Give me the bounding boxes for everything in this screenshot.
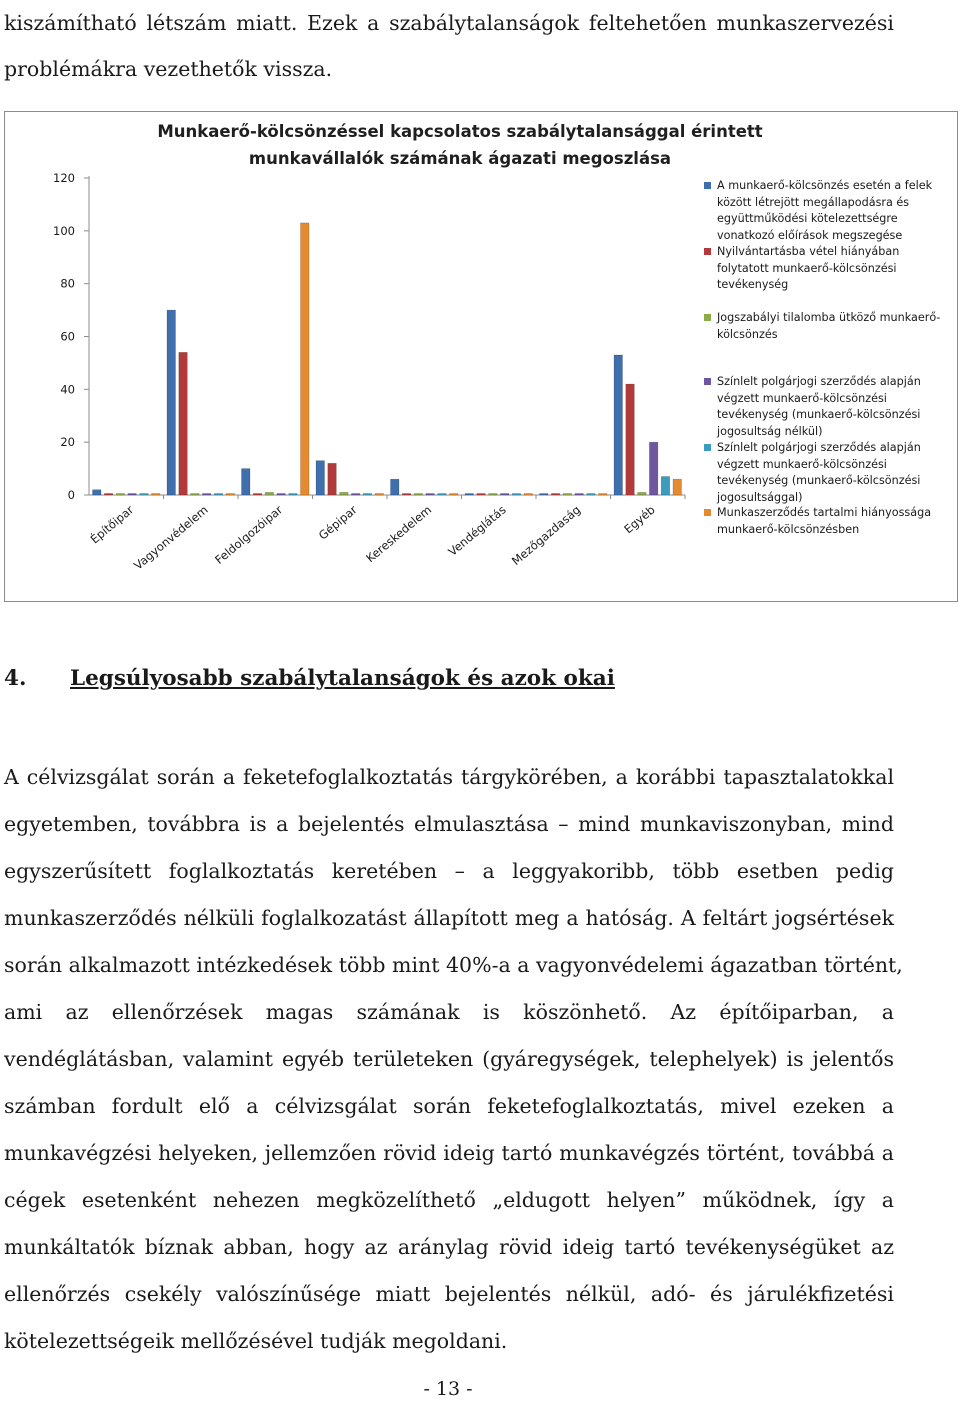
body-line-6: ami az ellenőrzések magas számának is köszönhető. Az építőiparban, a: [4, 1000, 894, 1024]
x-tick-label: Gépipar: [315, 502, 360, 543]
legend-swatch: [704, 182, 711, 189]
body-line-5: során alkalmazott intézkedések több mint 40%-a a vagyonvédelemi ágazatban történt,: [4, 953, 903, 977]
bar: [351, 494, 360, 496]
bar: [414, 494, 423, 496]
bar: [202, 494, 211, 496]
y-tick-label: 120: [53, 171, 75, 185]
bar: [289, 494, 298, 496]
bar: [179, 352, 188, 495]
legend-label: Jogszabályi tilalomba ütköző munkaerő-kölcsönzés: [717, 311, 941, 341]
bar: [214, 494, 223, 496]
bar: [265, 492, 274, 495]
chart-bars: [93, 223, 682, 495]
x-tick-label: Kereskedelem: [363, 502, 435, 566]
bar: [277, 494, 286, 496]
bar: [673, 479, 682, 495]
bar: [328, 463, 337, 495]
bar: [363, 494, 372, 496]
bar: [316, 461, 325, 495]
legend-swatch: [704, 314, 711, 321]
bar: [140, 494, 149, 496]
legend-item: [702, 310, 949, 343]
legend-item: [702, 178, 949, 244]
bar: [128, 494, 136, 496]
page-number: - 13 -: [423, 1378, 473, 1400]
bar: [614, 355, 623, 495]
bar: [167, 310, 176, 495]
body-line-12: ellenőrzés csekély valószínűsége miatt bejelentés nélkül, adó- és járulékfizetési: [4, 1282, 894, 1306]
bar: [638, 492, 647, 495]
body-line-2: egyetemben, továbbra is a bejelentés elmulasztása – mind munkaviszonyban, mind: [4, 812, 894, 836]
legend-item: [702, 440, 949, 506]
body-line-8: számban fordult elő a célvizsgálat során feketefoglalkoztatás, mivel ezeken a: [4, 1094, 894, 1118]
x-tick-label: Mezőgazdaság: [508, 502, 584, 569]
bar: [575, 494, 584, 496]
bar: [340, 492, 349, 495]
bar: [599, 494, 608, 496]
bar: [626, 384, 635, 495]
body-line-7: vendéglátásban, valamint egyéb területeken (gyáregységek, telephelyek) is jelentős: [4, 1047, 894, 1071]
bar: [477, 494, 486, 496]
legend-item: [702, 374, 949, 440]
section-title: Legsúlyosabb szabálytalanságok és azok okai: [70, 666, 615, 691]
y-tick-label: 20: [60, 435, 75, 450]
y-tick-label: 40: [60, 382, 75, 397]
x-tick-label: Egyéb: [621, 502, 658, 537]
legend-item: [702, 505, 949, 538]
x-tick-label: Feldolgozóipar: [212, 502, 286, 567]
body-paragraph: [4, 754, 903, 1365]
bar: [391, 479, 400, 495]
bar: [489, 494, 498, 496]
bar: [649, 442, 658, 495]
legend-item: [702, 244, 949, 294]
bar: [402, 494, 411, 496]
section-heading: [4, 666, 615, 691]
bar: [93, 490, 102, 495]
body-line-10: cégek esetenként nehezen megközelíthető „eldugott helyen” működnek, így a: [4, 1188, 894, 1212]
body-line-9: munkavégzési helyeken, jellemzően rövid ideig tartó munkavégzés történt, továbbá a: [4, 1141, 894, 1165]
legend-swatch: [704, 378, 711, 385]
bar: [450, 494, 459, 496]
body-line-4: munkaszerződés nélküli foglalkozatást állapított meg a hatóság. A feltárt jogsértések: [4, 906, 894, 930]
bar: [587, 494, 596, 496]
bar: [465, 494, 474, 496]
body-line-3: egyszerűsített foglalkoztatás keretében – a leggyakoribb, több esetben pedig: [4, 859, 894, 883]
legend-swatch: [704, 444, 711, 451]
legend-label: Nyilvántartásba vétel hiányában folytatott munkaerő-kölcsönzési tevékenység: [717, 245, 900, 291]
bar: [226, 494, 235, 496]
body-line-13: kötelezettségeik mellőzésével tudják megoldani.: [4, 1329, 508, 1353]
bar: [191, 494, 200, 496]
x-tick-label: Vendéglátás: [445, 502, 509, 559]
bar: [524, 494, 533, 496]
bar: [563, 494, 572, 496]
legend-swatch: [704, 248, 711, 255]
x-tick-label: Építőipar: [87, 502, 137, 547]
legend-label: Munkaszerződés tartalmi hiányossága munkaerő-kölcsönzésben: [717, 506, 932, 536]
y-tick-label: 100: [53, 223, 75, 238]
body-line-1: A célvizsgálat során a feketefoglalkoztatás tárgykörében, a korábbi tapasztalatokkal: [4, 765, 894, 789]
bar: [301, 223, 310, 495]
x-tick-label: Vagyonvédelem: [131, 502, 211, 573]
legend-label: A munkaerő-kölcsönzés esetén a felek között létrejött megállapodásra és együttműködési kötelezettségre vonatkozó előírások megszegése: [717, 179, 933, 242]
y-tick-label: 80: [60, 276, 75, 291]
bar: [551, 494, 560, 496]
chart-frame: [4, 111, 958, 602]
section-number: 4.: [4, 666, 27, 691]
bar: [426, 494, 435, 496]
bar: [438, 494, 447, 496]
intro-paragraph: [4, 0, 894, 92]
legend-swatch: [704, 509, 711, 516]
legend-label: Színlelt polgárjogi szerződés alapján végzett munkaerő-kölcsönzési tevékenység (munkaerő-kölcsönzési jogosultság nélkül): [717, 375, 921, 438]
y-tick-label: 0: [67, 488, 75, 502]
legend-label: Színlelt polgárjogi szerződés alapján végzett munkaerő-kölcsönzési tevékenység (munkaerő-kölcsönzési jogosultsággal): [717, 441, 921, 504]
bar: [500, 494, 509, 496]
bar: [152, 494, 161, 496]
intro-line-1: kiszámítható létszám miatt. Ezek a szabálytalanságok feltehetően munkaszervezési: [4, 11, 894, 35]
intro-line-2: problémákra vezethetők vissza.: [4, 57, 333, 81]
chart-title: Munkaerő-kölcsönzéssel kapcsolatos szabálytalansággal érintett munkavállalók számának ágazati megoszlása: [157, 122, 763, 168]
body-line-11: munkáltatók bíznak abban, hogy az aránylag rövid ideig tartó tevékenységüket az: [4, 1235, 894, 1259]
bar: [242, 469, 251, 495]
bar: [253, 494, 261, 496]
bar: [512, 494, 521, 496]
bar: [540, 494, 549, 496]
y-tick-label: 60: [60, 329, 75, 344]
bar: [375, 494, 384, 496]
bar: [104, 494, 113, 496]
chart-ticks: [53, 171, 658, 573]
bar: [116, 494, 125, 496]
bar: [661, 477, 670, 495]
